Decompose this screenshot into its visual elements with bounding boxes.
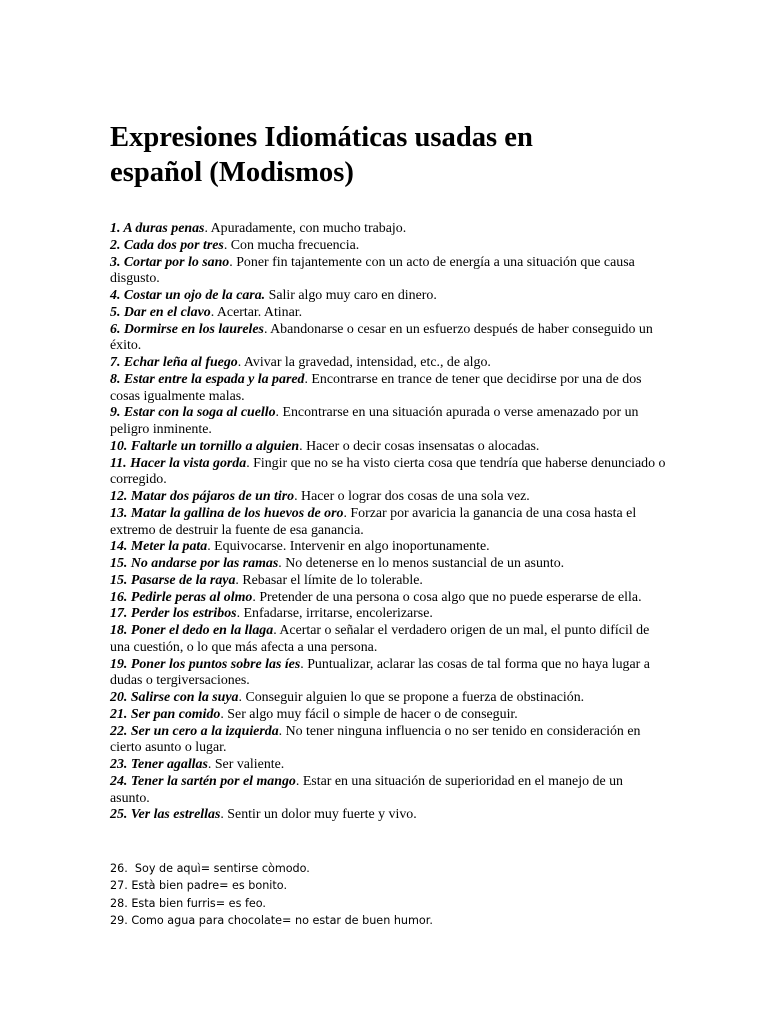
idiom-entry xyxy=(110,590,666,607)
idiom-entry xyxy=(110,657,666,691)
idiom-term: 3. Cortar por lo sano xyxy=(110,254,230,270)
idiom-term: 21. Ser pan comido xyxy=(110,706,221,722)
idiom-entry xyxy=(110,757,666,774)
idiom-term: 23. Tener agallas xyxy=(110,757,208,772)
idiom-entry xyxy=(110,372,666,406)
idiom-term: 24. Tener la sartén por el mango xyxy=(110,773,296,789)
idiom-entry xyxy=(110,305,666,322)
idiom-definition: . Encontrarse en una situación apurada o verse amenazado por un peligro inminente. xyxy=(110,405,639,437)
idiom-entry xyxy=(110,724,666,758)
idiom-entry xyxy=(110,489,666,506)
idiom-definition: . Enfadarse, irritarse, encolerizarse. xyxy=(236,606,433,622)
idiom-term: 9. Estar con la soga al cuello xyxy=(110,405,276,421)
page-title xyxy=(110,121,670,190)
idiom-definition: . Forzar por avaricia la ganancia de una cosa hasta el extremo de destruir la fuente de esa ganancia. xyxy=(110,505,637,538)
idiom-definition: . No tener ninguna influencia o no ser tenido en consideración en cierto asunto o lugar. xyxy=(110,723,641,756)
idiom-term: 16. Pedirle peras al olmo xyxy=(110,589,253,605)
idiom-term: 15. No andarse por las ramas xyxy=(110,556,279,571)
idiom-term: 22. Ser un cero a la izquierda xyxy=(110,723,279,739)
idiom-definition: . Encontrarse en trance de tener que decidirse por una de dos cosas igualmente malas. xyxy=(110,371,642,404)
idiom-definition: . Ser valiente. xyxy=(207,757,285,772)
idiom-term: 7. Echar leña al fuego xyxy=(110,355,238,370)
idiom-entry xyxy=(110,439,666,456)
idiom-term: 8. Estar entre la espada y la pared xyxy=(110,371,305,387)
idiom-entry xyxy=(110,707,666,724)
idiom-entry xyxy=(110,322,666,356)
idiom-term: 17. Perder los estribos xyxy=(110,606,237,622)
idiom-entry xyxy=(110,807,666,824)
idiom-entry xyxy=(110,405,666,439)
idiom-entry xyxy=(110,573,666,590)
idiom-term: 13. Matar la gallina de los huevos de oro xyxy=(110,505,344,521)
idiom-term: 20. Salirse con la suya xyxy=(110,690,239,705)
idiom-definition: . Rebasar el límite de lo tolerable. xyxy=(235,572,423,588)
idiom-definition: . Acertar o señalar el verdadero origen de un mal, el punto difícil de una cuestión, o lo que más afecta a una persona. xyxy=(110,623,650,655)
idiom-term: 12. Matar dos pájaros de un tiro xyxy=(110,489,295,504)
idiom-entry xyxy=(110,221,666,238)
idiom-entry xyxy=(110,255,666,289)
idiom-definition: . Estar en una situación de superioridad en el manejo de un asunto. xyxy=(110,773,623,806)
extra-idiom-entry: 28. Esta bien furris= es feo. xyxy=(110,896,266,910)
idiom-entry xyxy=(110,606,666,623)
idiom-term: 18. Poner el dedo en la llaga xyxy=(110,623,274,638)
idiom-entry xyxy=(110,556,666,573)
idiom-entry xyxy=(110,506,666,540)
idiom-entry xyxy=(110,539,666,556)
idiom-definition: . Pretender de una persona o cosa algo que no puede esperarse de ella. xyxy=(252,589,642,605)
idiom-definition: Salir algo muy caro en dinero. xyxy=(265,288,437,303)
idiom-term: 25. Ver las estrellas xyxy=(110,807,221,823)
idiom-definition: . Apuradamente, con mucho trabajo. xyxy=(204,221,407,236)
idiom-entry xyxy=(110,456,666,490)
idiom-entry xyxy=(110,623,666,657)
page-title-line-2: español (Modismos) xyxy=(110,156,354,188)
extra-idiom-entry: 26. Soy de aquì= sentirse còmodo. xyxy=(110,862,310,875)
idiom-list xyxy=(110,221,666,824)
idiom-entry xyxy=(110,355,666,372)
page-title-line-1: Expresiones Idiomáticas usadas en xyxy=(110,122,533,153)
idiom-term: 4. Costar un ojo de la cara. xyxy=(110,288,266,303)
idiom-term: 1. A duras penas xyxy=(110,221,205,236)
idiom-term: 6. Dormirse en los laureles xyxy=(110,321,264,337)
idiom-definition: . Abandonarse o cesar en un esfuerzo después de haber conseguido un éxito. xyxy=(110,321,653,354)
idiom-definition: . Hacer o decir cosas insensatas o alocadas. xyxy=(299,438,540,454)
idiom-term: 2. Cada dos por tres xyxy=(110,237,224,253)
idiom-definition: . Conseguir alguien lo que se propone a fuerza de obstinación. xyxy=(238,690,585,705)
idiom-term: 19. Poner los puntos sobre las íes xyxy=(110,656,301,672)
idiom-definition: . Sentir un dolor muy fuerte y vivo. xyxy=(220,807,417,823)
idiom-entry xyxy=(110,238,666,255)
idiom-term: 14. Meter la pata xyxy=(110,539,208,555)
idiom-term: 11. Hacer la vista gorda xyxy=(110,455,247,471)
idiom-definition: . Hacer o lograr dos cosas de una sola vez. xyxy=(294,489,530,504)
idiom-definition: . Avivar la gravedad, intensidad, etc., de algo. xyxy=(237,355,491,370)
idiom-entry xyxy=(110,690,666,707)
extra-idiom-entry: 29. Como agua para chocolate= no estar de buen humor. xyxy=(110,914,433,928)
idiom-entry xyxy=(110,288,666,305)
idiom-definition: . Puntualizar, aclarar las cosas de tal forma que no haya lugar a dudas o tergiversaciones. xyxy=(110,656,650,689)
idiom-term: 10. Faltarle un tornillo a alguien xyxy=(110,438,300,454)
idiom-definition: . Fingir que no se ha visto cierta cosa que tendría que haberse denunciado o corregido. xyxy=(110,455,666,488)
idiom-term: 15. Pasarse de la raya xyxy=(110,572,236,588)
extra-idiom-entry: 27. Està bien padre= es bonito. xyxy=(110,879,288,893)
idiom-entry xyxy=(110,774,666,808)
extra-idiom-list xyxy=(110,860,433,930)
idiom-definition: . Ser algo muy fácil o simple de hacer o de conseguir. xyxy=(220,706,518,722)
idiom-definition: . Poner fin tajantemente con un acto de energía a una situación que causa disgusto. xyxy=(110,254,635,287)
idiom-definition: . Con mucha frecuencia. xyxy=(223,237,360,253)
idiom-definition: . No detenerse en lo menos sustancial de un asunto. xyxy=(278,556,565,571)
idiom-definition: . Equivocarse. Intervenir en algo inoportunamente. xyxy=(207,539,490,555)
idiom-term: 5. Dar en el clavo xyxy=(110,304,211,320)
idiom-definition: . Acertar. Atinar. xyxy=(210,304,303,320)
